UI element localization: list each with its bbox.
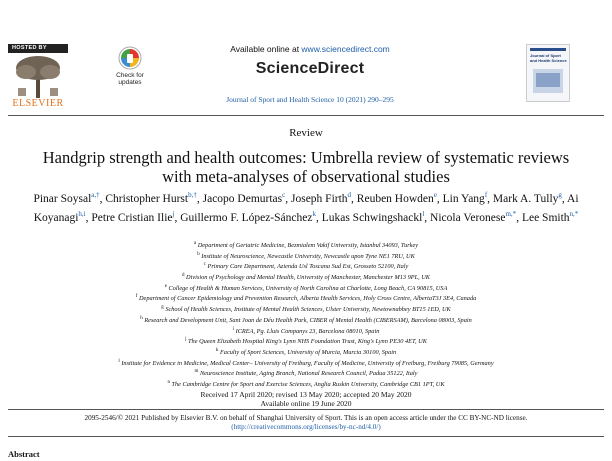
author-name[interactable]: Pinar Soysal bbox=[33, 192, 92, 205]
author-separator: , bbox=[351, 192, 357, 205]
available-online-date: Available online 19 June 2020 bbox=[260, 399, 352, 408]
affiliation-marker: h bbox=[140, 315, 143, 321]
affiliation-item bbox=[0, 272, 612, 283]
author-affiliation-marker[interactable]: e bbox=[433, 191, 437, 199]
author-affiliation-marker[interactable]: d bbox=[347, 191, 352, 199]
copyright-notice bbox=[38, 414, 574, 432]
journal-cover-thumbnail[interactable] bbox=[526, 44, 570, 102]
author-separator: , bbox=[174, 212, 181, 225]
author-name[interactable]: Lukas Schwingshackl bbox=[321, 212, 423, 225]
author-separator: , bbox=[99, 192, 106, 205]
affiliation-text: ICREA, Pg. Lluis Companys 23, Barcelona 08010, Spain bbox=[235, 327, 380, 335]
affiliation-text: Research and Development Unit, Sant Joan de Déu Health Park, CIBER of Mental Health (CIBERSAM), Barcelona 08003, Spain bbox=[144, 316, 472, 324]
author-separator: , bbox=[196, 192, 203, 205]
sciencedirect-url-link[interactable]: www.sciencedirect.com bbox=[301, 44, 390, 54]
cover-image-inner bbox=[536, 73, 560, 87]
affiliation-marker: k bbox=[215, 347, 219, 353]
elsevier-tree-logo bbox=[10, 54, 66, 98]
copyright-text: 2095-2546/© 2021 Published by Elsevier B.V. on behalf of Shanghai University of Sport. This is an open access article under the CC BY-NC-ND license. bbox=[84, 414, 528, 422]
affiliation-text: Institute of Neuroscience, Newcastle University, Newcastle upon Tyne NE1 7RU, UK bbox=[201, 252, 415, 260]
affiliation-item bbox=[0, 358, 612, 369]
author-name[interactable]: Christopher Hurst bbox=[105, 192, 189, 205]
journal-reference-link[interactable]: Journal of Sport and Health Science 10 (2021) 290–295 bbox=[226, 95, 394, 104]
crossmark-label[interactable]: Check for updates bbox=[116, 72, 144, 86]
author-separator: , bbox=[285, 192, 291, 205]
affiliation-marker: g bbox=[161, 305, 164, 311]
affiliation-item bbox=[0, 368, 612, 379]
affiliation-marker: l bbox=[118, 358, 120, 364]
abstract-heading: Abstract bbox=[8, 449, 40, 459]
available-prefix: Available online at bbox=[230, 44, 302, 54]
author-name[interactable]: Lin Yang bbox=[442, 192, 485, 205]
author-separator: , bbox=[424, 212, 431, 225]
license-link[interactable]: (http://creativecommons.org/licenses/by-nc-nd/4.0/) bbox=[231, 423, 381, 431]
author-affiliation-marker[interactable]: m,* bbox=[505, 210, 517, 219]
author-affiliation-marker[interactable]: h,i bbox=[78, 210, 86, 219]
author-separator: , bbox=[561, 192, 568, 205]
affiliation-item bbox=[0, 240, 612, 251]
affiliation-marker: n bbox=[167, 379, 170, 385]
author-affiliation-marker[interactable]: l bbox=[422, 210, 425, 219]
author-name[interactable]: Lee Smith bbox=[521, 212, 570, 225]
affiliation-text: Division of Psychology and Mental Health, University of Manchester, Manchester M13 9PL, UK bbox=[186, 274, 431, 282]
author-separator: , bbox=[85, 212, 92, 225]
affiliation-item bbox=[0, 283, 612, 294]
affiliation-text: Institute for Evidence in Medicine, Medical Center– University of Freiburg, Faculty of Medicine, University of Freiburg, Freiburg 79085, Germany bbox=[121, 359, 494, 367]
affiliation-marker: j bbox=[185, 337, 187, 343]
author-affiliation-marker[interactable]: n,* bbox=[569, 210, 579, 219]
affiliation-item bbox=[0, 379, 612, 390]
crossmark-icon[interactable] bbox=[118, 46, 142, 70]
affiliation-list bbox=[0, 240, 612, 390]
sciencedirect-logo: ScienceDirect bbox=[255, 60, 365, 77]
author-list bbox=[22, 188, 590, 227]
affiliation-text: Neuroscience Institute, Aging Branch, National Research Council, Padua 35122, Italy bbox=[199, 370, 418, 378]
author-separator: , bbox=[315, 212, 322, 225]
author-separator: , bbox=[516, 212, 522, 225]
affiliation-text: The Cambridge Centre for Sport and Exercise Sciences, Anglia Ruskin University, Cambridge CB1 1PT, UK bbox=[171, 381, 445, 389]
author-separator: , bbox=[487, 192, 493, 205]
author-affiliation-marker[interactable]: c bbox=[282, 191, 286, 199]
article-dates bbox=[0, 390, 612, 408]
cover-bar bbox=[530, 48, 566, 51]
copyright-top-divider bbox=[8, 409, 604, 410]
affiliation-text: Department of Cancer Epidemiology and Prevention Research, Alberta Health Services, Holy Cross Centre, AlbertaT3J 3E4, Canada bbox=[139, 295, 477, 303]
received-dates: Received 17 April 2020; revised 13 May 2020; accepted 20 May 2020 bbox=[200, 390, 412, 399]
affiliation-marker: e bbox=[164, 283, 167, 289]
author-affiliation-marker[interactable]: f bbox=[484, 191, 488, 199]
affiliation-item bbox=[0, 326, 612, 337]
affiliation-marker: m bbox=[194, 369, 199, 375]
author-affiliation-marker[interactable]: j bbox=[172, 210, 175, 219]
article-type: Review bbox=[289, 127, 323, 139]
author-name[interactable]: Nicola Veronese bbox=[430, 212, 506, 225]
affiliation-item bbox=[0, 336, 612, 347]
author-affiliation-marker[interactable]: k bbox=[312, 210, 316, 219]
author-separator: , bbox=[436, 192, 443, 205]
author-affiliation-marker[interactable]: g bbox=[558, 191, 562, 199]
affiliation-marker: i bbox=[232, 326, 235, 332]
affiliation-item bbox=[0, 251, 612, 262]
affiliation-text: The Queen Elizabeth Hospital King's Lynn NHS Foundation Trust, King's Lynn PE30 4ET, UK bbox=[188, 338, 427, 346]
author-name[interactable]: Mark A. Tully bbox=[492, 192, 559, 205]
affiliation-marker: b bbox=[197, 251, 200, 257]
author-name[interactable]: Ai Koyanagi bbox=[33, 192, 579, 225]
affiliation-item bbox=[0, 293, 612, 304]
affiliation-item bbox=[0, 304, 612, 315]
available-online bbox=[160, 44, 460, 54]
affiliation-text: Primary Care Department, Azienda Usl Toscana Sud Est, Grosseto 52100, Italy bbox=[207, 263, 409, 271]
affiliation-text: Faculty of Sport Sciences, University of Murcia, Murcia 30100, Spain bbox=[219, 348, 397, 356]
affiliation-marker: a bbox=[193, 241, 197, 246]
affiliation-item bbox=[0, 347, 612, 358]
affiliation-text: School of Health Sciences, Institute of Mental Health Sciences, Ulster University, Newtownabbey BT15 1ED, UK bbox=[165, 306, 451, 314]
header-divider bbox=[8, 115, 604, 116]
author-name[interactable]: Reuben Howden bbox=[356, 192, 434, 205]
copyright-bottom-divider bbox=[8, 436, 604, 437]
author-name[interactable]: Petre Cristian Ilie bbox=[91, 212, 173, 225]
affiliation-marker: d bbox=[181, 273, 185, 279]
author-name[interactable]: Joseph Firth bbox=[291, 192, 348, 205]
cover-title: Journal of Sport and Health Science bbox=[530, 53, 567, 63]
elsevier-wordmark: ELSEVIER bbox=[12, 98, 64, 109]
affiliation-item bbox=[0, 261, 612, 272]
affiliation-text: College of Health & Human Services, University of North Carolina at Charlotte, Long Beach, CA 90815, USA bbox=[168, 284, 448, 292]
affiliation-marker: f bbox=[135, 294, 138, 300]
hosted-by-banner: HOSTED BY bbox=[8, 44, 68, 53]
article-title: Handgrip strength and health outcomes: Umbrella review of systematic reviews with meta-analyses of observational studies bbox=[42, 148, 570, 186]
affiliation-text: Department of Geriatric Medicine, Bezmialem Vakif University, Istanbul 34093, Turkey bbox=[197, 242, 419, 250]
author-affiliation-marker[interactable]: a,† bbox=[91, 191, 100, 199]
author-name[interactable]: Guillermo F. López-Sánchez bbox=[180, 212, 313, 225]
author-name[interactable]: Jacopo Demurtas bbox=[202, 192, 283, 205]
author-affiliation-marker[interactable]: b,† bbox=[188, 191, 197, 199]
affiliation-item bbox=[0, 315, 612, 326]
affiliation-marker: c bbox=[203, 262, 206, 268]
